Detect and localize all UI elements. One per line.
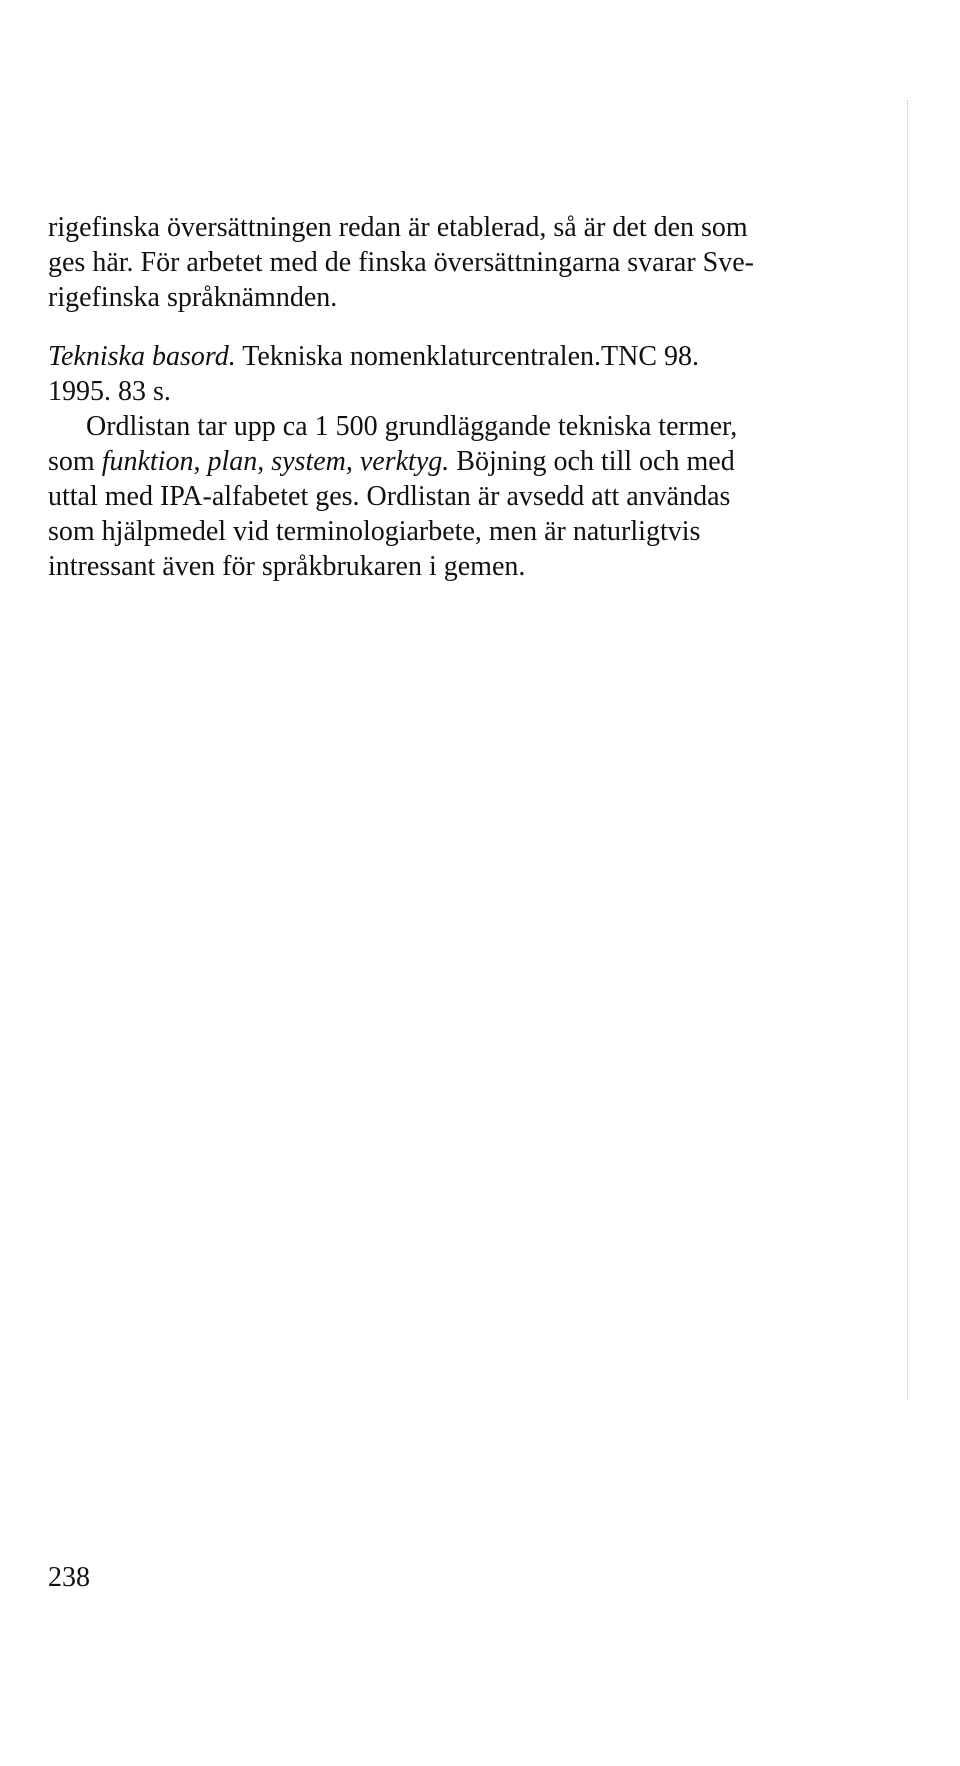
paragraph-gap bbox=[48, 315, 808, 339]
paragraph-line: ges här. För arbetet med de finska översättningarna svarar Sve- bbox=[48, 247, 754, 278]
entry-heading bbox=[48, 339, 808, 374]
paragraph-line: rigefinska översättningen redan är etablerad, så är det den som bbox=[48, 212, 748, 243]
entry-description-line bbox=[48, 444, 808, 479]
examples-prefix: som bbox=[48, 446, 95, 477]
page-number: 238 bbox=[48, 1562, 90, 1593]
entry-publisher: Tekniska nomenklaturcentralen.TNC 98. bbox=[242, 341, 700, 372]
examples-list: funktion, plan, system, verktyg. bbox=[101, 446, 450, 477]
scan-margin-artifact bbox=[907, 100, 920, 1400]
body-text bbox=[48, 210, 808, 584]
entry-title: Tekniska basord. bbox=[48, 341, 236, 372]
entry-details: 1995. 83 s. bbox=[48, 376, 171, 407]
paragraph-line: rigefinska språknämnden. bbox=[48, 282, 338, 313]
entry-description-line: som hjälpmedel vid terminologiarbete, men är naturligtvis bbox=[48, 516, 701, 547]
entry-description-line: uttal med IPA-alfabetet ges. Ordlistan är avsedd att användas bbox=[48, 481, 731, 512]
examples-suffix: Böjning och till och med bbox=[456, 446, 735, 477]
entry-description-line: intressant även för språkbrukaren i gemen. bbox=[48, 551, 526, 582]
entry-description-line: Ordlistan tar upp ca 1 500 grundläggande tekniska termer, bbox=[86, 411, 738, 442]
